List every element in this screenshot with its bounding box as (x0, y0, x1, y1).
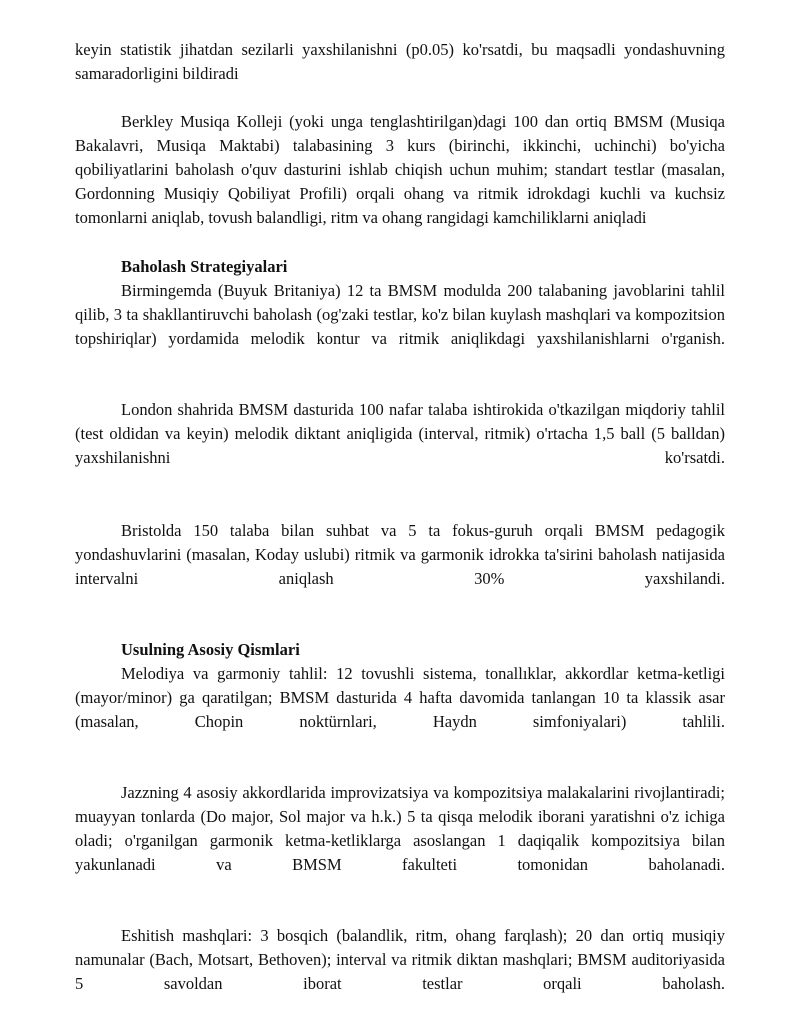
paragraph-melodiya: Melodiya va garmoniy tahlil: 12 tovushli sistema, tonallıklar, akkordlar ketma-ketligi (mayor/minor) ga qaratilgan; BMSM dasturida 4 hafta davomida tanlangan 10 ta klassik asar (masalan, Chopin noktürnlari, Haydn simfoniyalari) tahlili. (75, 664, 725, 731)
paragraph-birmingham: Birmingemda (Buyuk Britaniya) 12 ta BMSM modulda 200 talabaning javoblarini tahlil qilib, 3 ta shakllantiruvchi baholash (og'zaki testlar, ko'z bilan kuylash mashqlari va kompozitsion topshiriqlar) yordamida melodik kontur va ritmik aniqlikdagi yaxshilanishlarni o'rganish. (75, 281, 725, 348)
paragraph-london: London shahrida BMSM dasturida 100 nafar talaba ishtirokida o'tkazilgan miqdoriy tahlil (test oldidan va keyin) melodik diktant aniqligida (interval, ritmik) o'rtacha 1,5 ball (5 balldan) yaxshilanishni ko'rsatdi. (75, 400, 725, 467)
paragraph-jazz: Jazzning 4 asosiy akkordlarida improvizatsiya va kompozitsiya malakalarini rivojlantiradi; muayyan tonlarda (Do major, Sol major va h.k.) 5 ta qisqa melodik iborani yaratishni o'z ichiga oladi; o'rganilgan garmonik ketma-ketliklarga asoslangan 1 daqiqalik kompozitsiya bilan yakunlanadi va BMSM fakulteti tomonidan baholanadi. (75, 783, 725, 874)
paragraph-berkley: Berkley Musiqa Kolleji (yoki unga tenglashtirilgan)dagi 100 dan ortiq BMSM (Musiqa Bakalavri, Musiqa Maktabi) talabasining 3 kurs (birinchi, ikkinchi, uchinchi) bo'yicha qobiliyatlarini baholash o'quv dasturini ishlab chiqish uchun muhim; standart testlar (masalan, Gordonning Musiqiy Qobiliyat Profili) orqali ohang va ritmik idrokdagi kuchli va kuchsiz tomonlarni aniqlab, tovush balandligi, ritm va ohang rangidagi kamchiliklarni aniqladi (75, 112, 725, 227)
document-page (75, 38, 725, 996)
paragraph-intro-continuation: keyin statistik jihatdan sezilarli yaxshilanishni (p0.05) ko'rsatdi, bu maqsadli yondashuvning samaradorligini bildiradi (75, 40, 725, 83)
heading-usulning-asosiy-qismlari: Usulning Asosiy Qismlari (121, 640, 300, 659)
heading-baholash-strategiyalari: Baholash Strategiyalari (121, 257, 288, 276)
paragraph-bristol: Bristolda 150 talaba bilan suhbat va 5 ta fokus-guruh orqali BMSM pedagogik yondashuvlarini (masalan, Koday uslubi) ritmik va garmonik idrokka ta'sirini baholash natijasida intervalni aniqlash 30% yaxshilandi. (75, 521, 725, 588)
paragraph-eshitish: Eshitish mashqlari: 3 bosqich (balandlik, ritm, ohang farqlash); 20 dan ortiq musiqiy namunalar (Bach, Motsart, Bethoven); interval va ritmik diktan mashqlari; BMSM auditoriyasida 5 savoldan iborat testlar orqali baholash. (75, 926, 725, 993)
